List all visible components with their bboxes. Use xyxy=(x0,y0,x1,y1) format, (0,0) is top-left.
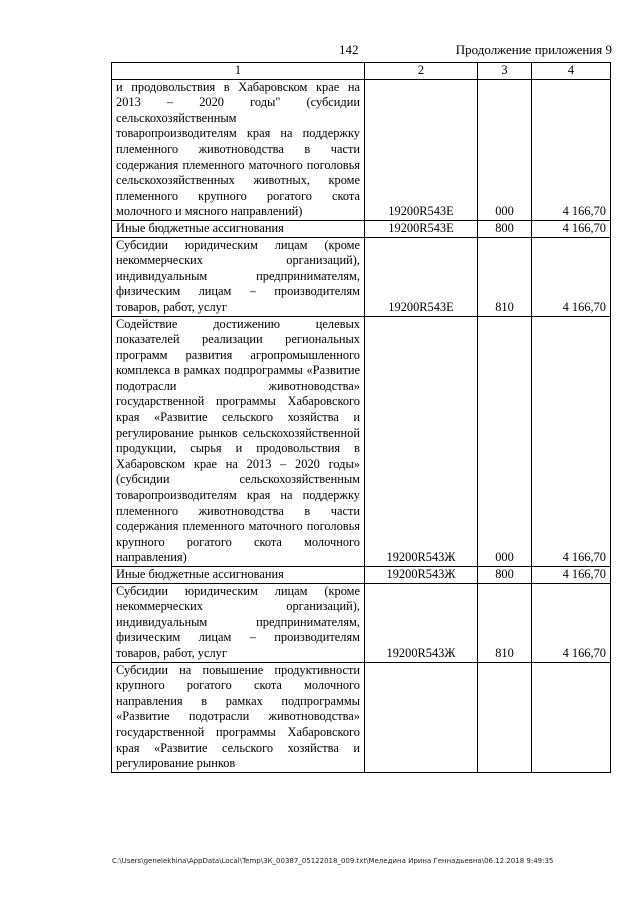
target-article-code: 19200R543E xyxy=(365,79,478,220)
expense-type-code xyxy=(478,662,532,772)
column-number: 4 xyxy=(532,63,611,80)
row-description: Содействие достижению целевых показателей реализации региональных программ развития агропромышленного комплекса в рамках подпрограммы «Развитие подотрасли животноводства» государственной программы Хабаровского края «Развитие сельского хозяйства и регулирование рынков сельскохозяйственной продукции, сырья и продовольствия в Хабаровском крае на 2013 – 2020 годы» (субсидии сельскохозяйственным товаропроизводителям края на поддержку племенного животноводства в части содержания племенного маточного поголовья крупного рогатого скота молочного направления) xyxy=(112,316,365,567)
table-row xyxy=(112,220,611,237)
table-row xyxy=(112,79,611,220)
target-article-code: 19200R543Ж xyxy=(365,583,478,662)
amount-value xyxy=(532,662,611,772)
target-article-code: 19200R543E xyxy=(365,220,478,237)
table-row xyxy=(112,662,611,772)
row-description: Субсидии на повышение продуктивности крупного рогатого скота молочного направления в рамках подпрограммы «Развитие подотрасли животноводства» государственной программы Хабаровского края «Развитие сельского хозяйства и регулирование рынков xyxy=(112,662,365,772)
row-description: Иные бюджетные ассигнования xyxy=(112,220,365,237)
row-description: Субсидии юридическим лицам (кроме некоммерческих организаций), индивидуальным предпринимателям, физическим лицам – производителям товаров, работ, услуг xyxy=(112,583,365,662)
column-number: 2 xyxy=(365,63,478,80)
appendix-continuation-label: Продолжение приложения 9 xyxy=(455,42,612,57)
amount-value: 4 166,70 xyxy=(532,237,611,316)
amount-value: 4 166,70 xyxy=(532,567,611,584)
expense-type-code: 810 xyxy=(478,237,532,316)
amount-value: 4 166,70 xyxy=(532,220,611,237)
column-number-row xyxy=(112,63,611,80)
column-number: 3 xyxy=(478,63,532,80)
column-number: 1 xyxy=(112,63,365,80)
footer-file-path: C:\Users\genelekhina\AppData\Local\Temp\ЗК_00387_05122018_009.txt\Меледина Ирина Геннадьевна\06.12.2018 9:49:35 xyxy=(112,857,554,865)
expense-type-code: 810 xyxy=(478,583,532,662)
table-row xyxy=(112,567,611,584)
expense-type-code: 000 xyxy=(478,79,532,220)
target-article-code: 19200R543E xyxy=(365,237,478,316)
expense-type-code: 000 xyxy=(478,316,532,567)
table-row xyxy=(112,316,611,567)
target-article-code xyxy=(365,662,478,772)
expense-type-code: 800 xyxy=(478,567,532,584)
row-description: Иные бюджетные ассигнования xyxy=(112,567,365,584)
expense-type-code: 800 xyxy=(478,220,532,237)
amount-value: 4 166,70 xyxy=(532,79,611,220)
target-article-code: 19200R543Ж xyxy=(365,316,478,567)
row-description: Субсидии юридическим лицам (кроме некоммерческих организаций), индивидуальным предпринимателям, физическим лицам – производителям товаров, работ, услуг xyxy=(112,237,365,316)
table-row xyxy=(112,583,611,662)
page-number: 142 xyxy=(339,42,359,57)
target-article-code: 19200R543Ж xyxy=(365,567,478,584)
amount-value: 4 166,70 xyxy=(532,316,611,567)
amount-value: 4 166,70 xyxy=(532,583,611,662)
budget-table xyxy=(111,62,611,773)
row-description: и продовольствия в Хабаровском крае на 2013 – 2020 годы" (субсидии сельскохозяйственным товаропроизводителям края на поддержку племенного животноводства в части содержания племенного маточного поголовья сельскохозяйственных животных, кроме племенного крупного рогатого скота молочного и мясного направлений) xyxy=(112,79,365,220)
table-row xyxy=(112,237,611,316)
